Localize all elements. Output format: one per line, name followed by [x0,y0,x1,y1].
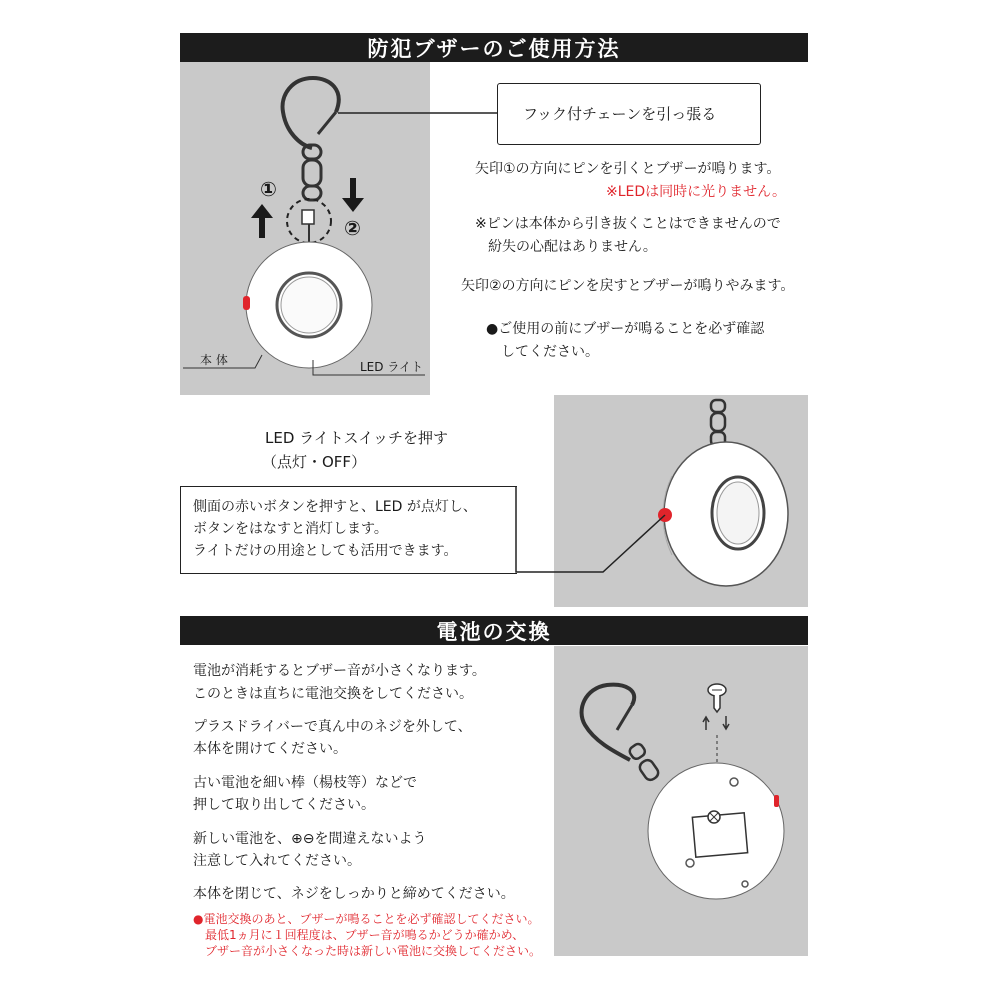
arrow-2-label: ② [344,216,361,240]
section-title-battery-text: 電池の交換 [436,619,552,644]
led-heading-line1: LED ライトスイッチを押す [265,429,448,447]
body-label: 本 体 [200,353,228,367]
confirm-line1: ●ご使用の前にブザーが鳴ることを必ず確認 [486,321,765,337]
arrow-up-icon [703,717,709,730]
battery-warning-line2: 最低1ヵ月に１回程度は、ブザー音が鳴るかどうか確かめ、 [205,928,525,942]
battery-p1-line1: 電池が消耗するとブザー音が小さくなります。 [193,663,486,679]
pin-note-line2: 紛失の心配はありません。 [488,239,657,255]
led-desc-line1: 側面の赤いボタンを押すと、LED が点灯し、 [193,499,477,515]
led-note: ※LEDは同時に光りません。 [606,184,786,200]
screw-icon [708,684,726,712]
instruction-return: 矢印②の方向にピンを戻すとブザーが鳴りやみます。 [461,278,795,294]
led-heading-line2: （点灯・OFF） [262,453,367,471]
led-desc-line2: ボタンをはなすと消灯します。 [193,521,388,537]
battery-p5: 本体を閉じて、ネジをしっかりと締めてください。 [193,886,515,902]
battery-p2-line1: プラスドライバーで真ん中のネジを外して、 [193,719,472,735]
battery-p2-line2: 本体を開けてください。 [193,741,347,757]
section-title-usage-text: 防犯ブザーのご使用方法 [367,36,621,61]
arrow-down-icon [723,716,729,729]
battery-p3-line1: 古い電池を細い棒（楊枝等）などで [193,775,417,791]
battery-p4-line2: 注意して入れてください。 [193,853,361,869]
led-light-label: LED ライト [360,360,423,374]
battery-p1-line2: このときは直ちに電池交換をしてください。 [193,686,473,702]
confirm-line2: してください。 [501,344,599,360]
battery-warning-line1: ●電池交換のあと、ブザーが鳴ることを必ず確認してください。 [193,912,540,926]
instruction-pull: 矢印①の方向にピンを引くとブザーが鳴ります。 [475,161,781,177]
battery-p3-line2: 押して取り出してください。 [193,797,375,813]
pin-note-line1: ※ピンは本体から引き抜くことはできませんので [475,216,781,232]
led-desc-line3: ライトだけの用途としても活用できます。 [193,543,458,559]
side-button-icon [774,795,779,807]
arrow-1-label: ① [260,177,277,201]
hook-icon [582,685,635,760]
battery-p4-line1: 新しい電池を、⊕⊖を間違えないよう [193,831,427,847]
battery-warning-line3: ブザー音が小さくなった時は新しい電池に交換してください。 [205,944,542,958]
callout-text: フック付チェーンを引っ張る [523,105,717,123]
